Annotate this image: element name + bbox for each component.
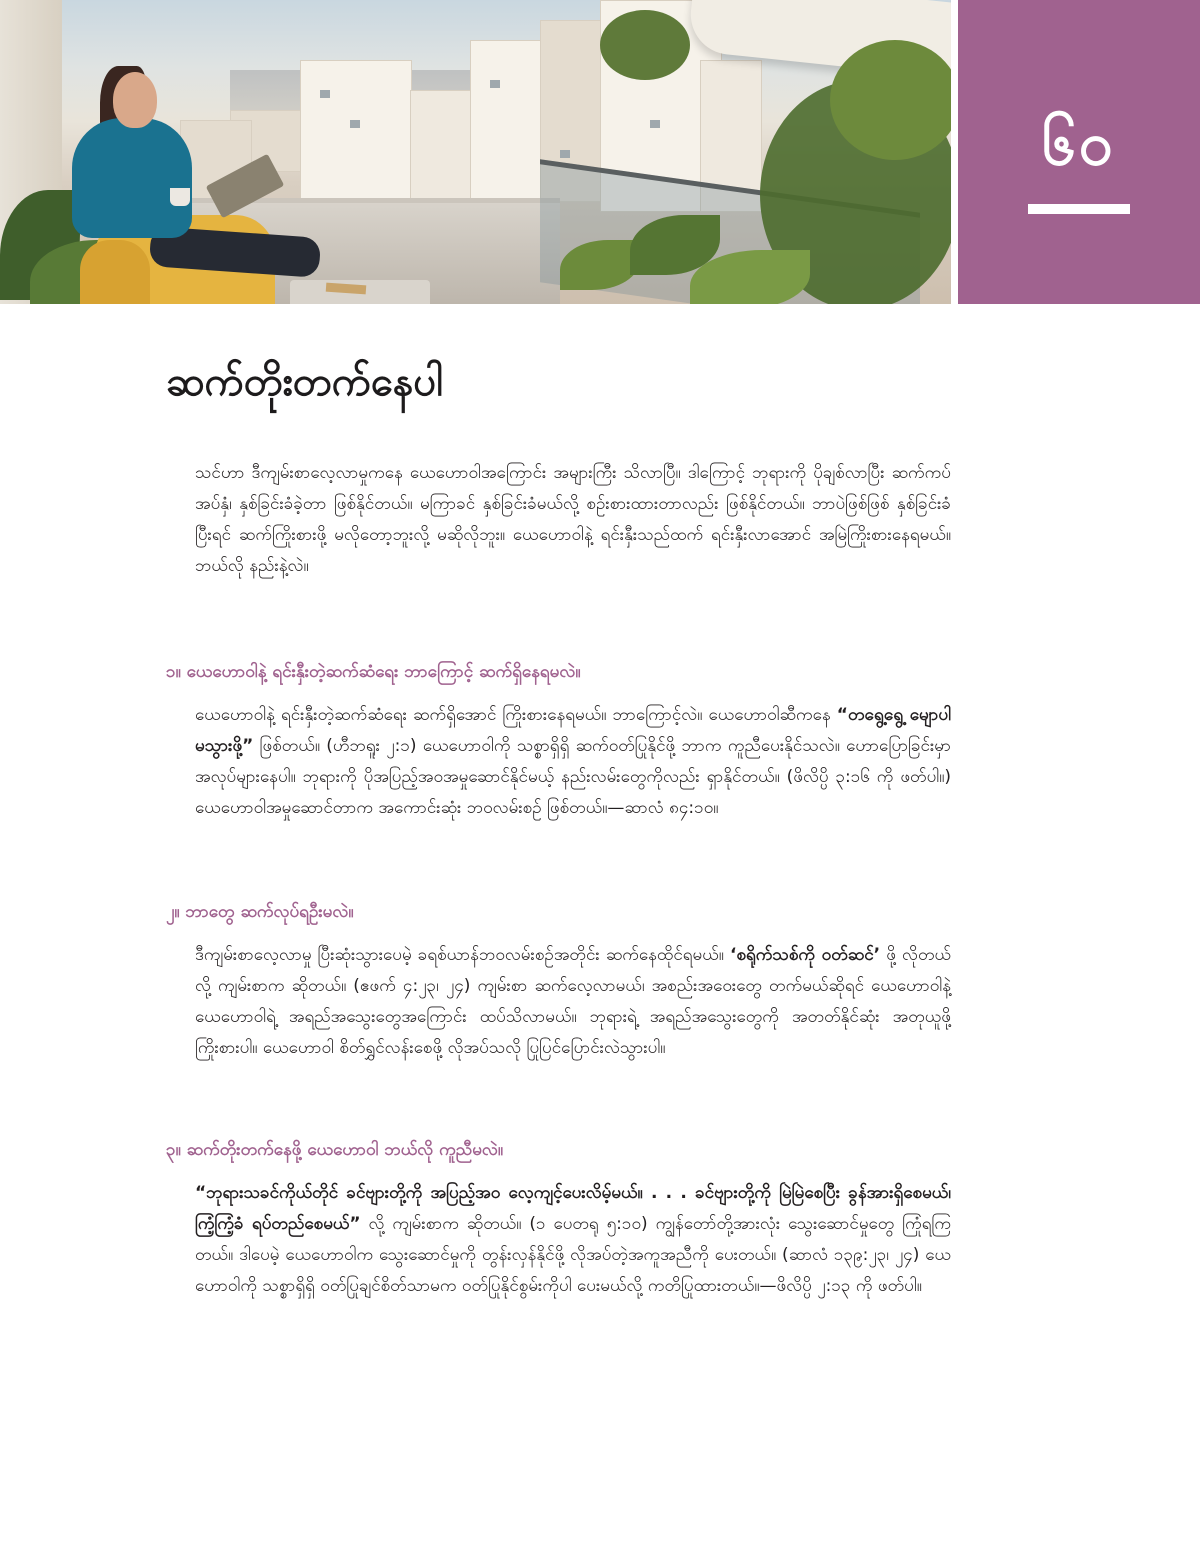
section-paragraph-3: “ဘုရားသခင်ကိုယ်တိုင် ခင်ဗျားတို့ကို အပြည့်အဝ လေ့ကျင့်ပေးလိမ့်မယ်။ . . . ခင်ဗျားတို့ကို မြဲမြဲစေပြီး ခွန်အားရှိစေမယ်၊ ကြံ့ကြံ့ခံ ရပ်တည်စေမယ်” လို့ ကျမ်းစာက ဆိုတယ်။ (၁ ပေတရု ၅:၁၀) ကျွန်တော်တို့အားလုံး သွေးဆောင်မှုတွေ ကြုံရကြတယ်။ ဒါပေမဲ့ ယေဟောဝါက သွေးဆောင်မှုကို တွန်းလှန်နိုင်ဖို့ လိုအပ်တဲ့အကူအညီကို ပေးတယ်။ (ဆာလံ ၁၃၉:၂၃၊ ၂၄) ယေဟောဝါကို သစ္စာရှိရှိ ဝတ်ပြုချင်စိတ်သာမက ဝတ်ပြုနိုင်စွမ်းကိုပါ ပေးမယ်လို့ ကတိပြုထားတယ်။—ဖိလိပ္ပိ ၂:၁၃ ကို ဖတ်ပါ။	[195, 1183, 951, 1296]
section-heading-1: ၁။ ယေဟောဝါနဲ့ ရင်းနှီးတဲ့ဆက်ဆံရေး ဘာကြောင့် ဆက်ရှိနေရမလဲ။	[166, 662, 581, 682]
section-paragraph-2: ဒီကျမ်းစာလေ့လာမှု ပြီးဆုံးသွားပေမဲ့ ခရစ်ယာန်ဘဝလမ်းစဉ်အတိုင်း ဆက်နေထိုင်ရမယ်။ ‘စရိုက်သစ်ကို ဝတ်ဆင်’ ဖို့ လိုတယ်လို့ ကျမ်းစာက ဆိုတယ်။ (ဧဖက် ၄:၂၃၊ ၂၄) ကျမ်းစာ ဆက်လေ့လာမယ်၊ အစည်းအဝေးတွေ တက်မယ်ဆိုရင် ယေဟောဝါနဲ့ ယေဟောဝါရဲ့ အရည်အသွေးတွေအကြောင်း ထပ်သိလာမယ်။ ဘုရားရဲ့ အရည်အသွေးတွေကို အတတ်နိုင်ဆုံး အတုယူဖို့ ကြိုးစားပါ။ ယေဟောဝါ စိတ်ရွှင်လန်းစေဖို့ လိုအပ်သလို ပြုပြင်ပြောင်းလဲသွားပါ။	[195, 945, 952, 1058]
section-1-bold-quote: “တရွေ့ရွေ့ မျောပါမသွားဖို့”	[195, 705, 952, 756]
section-3-bold-quote: “ဘုရားသခင်ကိုယ်တိုင် ခင်ဗျားတို့ကို အပြည့်အဝ လေ့ကျင့်ပေးလိမ့်မယ်။ . . . ခင်ဗျားတို့ကို မြဲမြဲစေပြီး ခွန်အားရှိစေမယ်၊ ကြံ့ကြံ့ခံ ရပ်တည်စေမယ်”	[195, 1183, 951, 1234]
intro-paragraph: သင်ဟာ ဒီကျမ်းစာလေ့လာမှုကနေ ယေဟောဝါအကြောင်း အများကြီး သိလာပြီ။ ဒါကြောင့် ဘုရားကို ပိုချစ်လာပြီး ဆက်ကပ်အပ်နှံ၊ နှစ်ခြင်းခံခဲ့တာ ဖြစ်နိုင်တယ်။ မကြာခင် နှစ်ခြင်းခံမယ်လို့ စဉ်းစားထားတာလည်း ဖြစ်နိုင်တယ်။ ဘာပဲဖြစ်ဖြစ် နှစ်ခြင်းခံပြီးရင် ဆက်ကြိုးစားဖို့ မလိုတော့ဘူးလို့ မဆိုလိုဘူး။ ယေဟောဝါနဲ့ ရင်းနှီးသည်ထက် ရင်းနှီးလာအောင် အမြဲကြိုးစားနေရမယ်။ ဘယ်လို နည်းနဲ့လဲ။	[195, 463, 951, 576]
section-paragraph-1: ယေဟောဝါနဲ့ ရင်းနှီးတဲ့ဆက်ဆံရေး ဆက်ရှိအောင် ကြိုးစားနေရမယ်။ ဘာကြောင့်လဲ။ ယေဟောဝါဆီကနေ “တရွေ့ရွေ့ မျောပါမသွားဖို့” ဖြစ်တယ်။ (ဟီဘရူး ၂:၁) ယေဟောဝါကို သစ္စာရှိရှိ ဆက်ဝတ်ပြုနိုင်ဖို့ ဘာက ကူညီပေးနိုင်သလဲ။ ဟောပြောခြင်းမှာ အလုပ်များနေပါ။ ဘုရားကို ပိုအပြည့်အဝအမှုဆောင်နိုင်မယ့် နည်းလမ်းတွေကိုလည်း ရှာနိုင်တယ်။ (ဖိလိပ္ပိ ၃:၁၆ ကို ဖတ်ပါ။) ယေဟောဝါအမှုဆောင်တာက အကောင်းဆုံး ဘဝလမ်းစဉ် ဖြစ်တယ်။—ဆာလံ ၈၄:၁၀။	[195, 705, 952, 818]
lesson-number-underline	[1028, 204, 1130, 214]
section-2-bold-quote: ‘စရိုက်သစ်ကို ဝတ်ဆင်’	[730, 945, 881, 965]
lesson-number-block	[958, 0, 1200, 304]
lesson-number: ၆၀	[1042, 109, 1116, 179]
hero-photo	[0, 0, 951, 304]
section-heading-2: ၂။ ဘာတွေ ဆက်လုပ်ရဦးမလဲ။	[166, 902, 354, 922]
page-title: ဆက်တိုးတက်နေပါ	[166, 359, 444, 405]
section-heading-3: ၃။ ဆက်တိုးတက်နေဖို့ ယေဟောဝါ ဘယ်လို ကူညီမလဲ။	[166, 1140, 503, 1160]
